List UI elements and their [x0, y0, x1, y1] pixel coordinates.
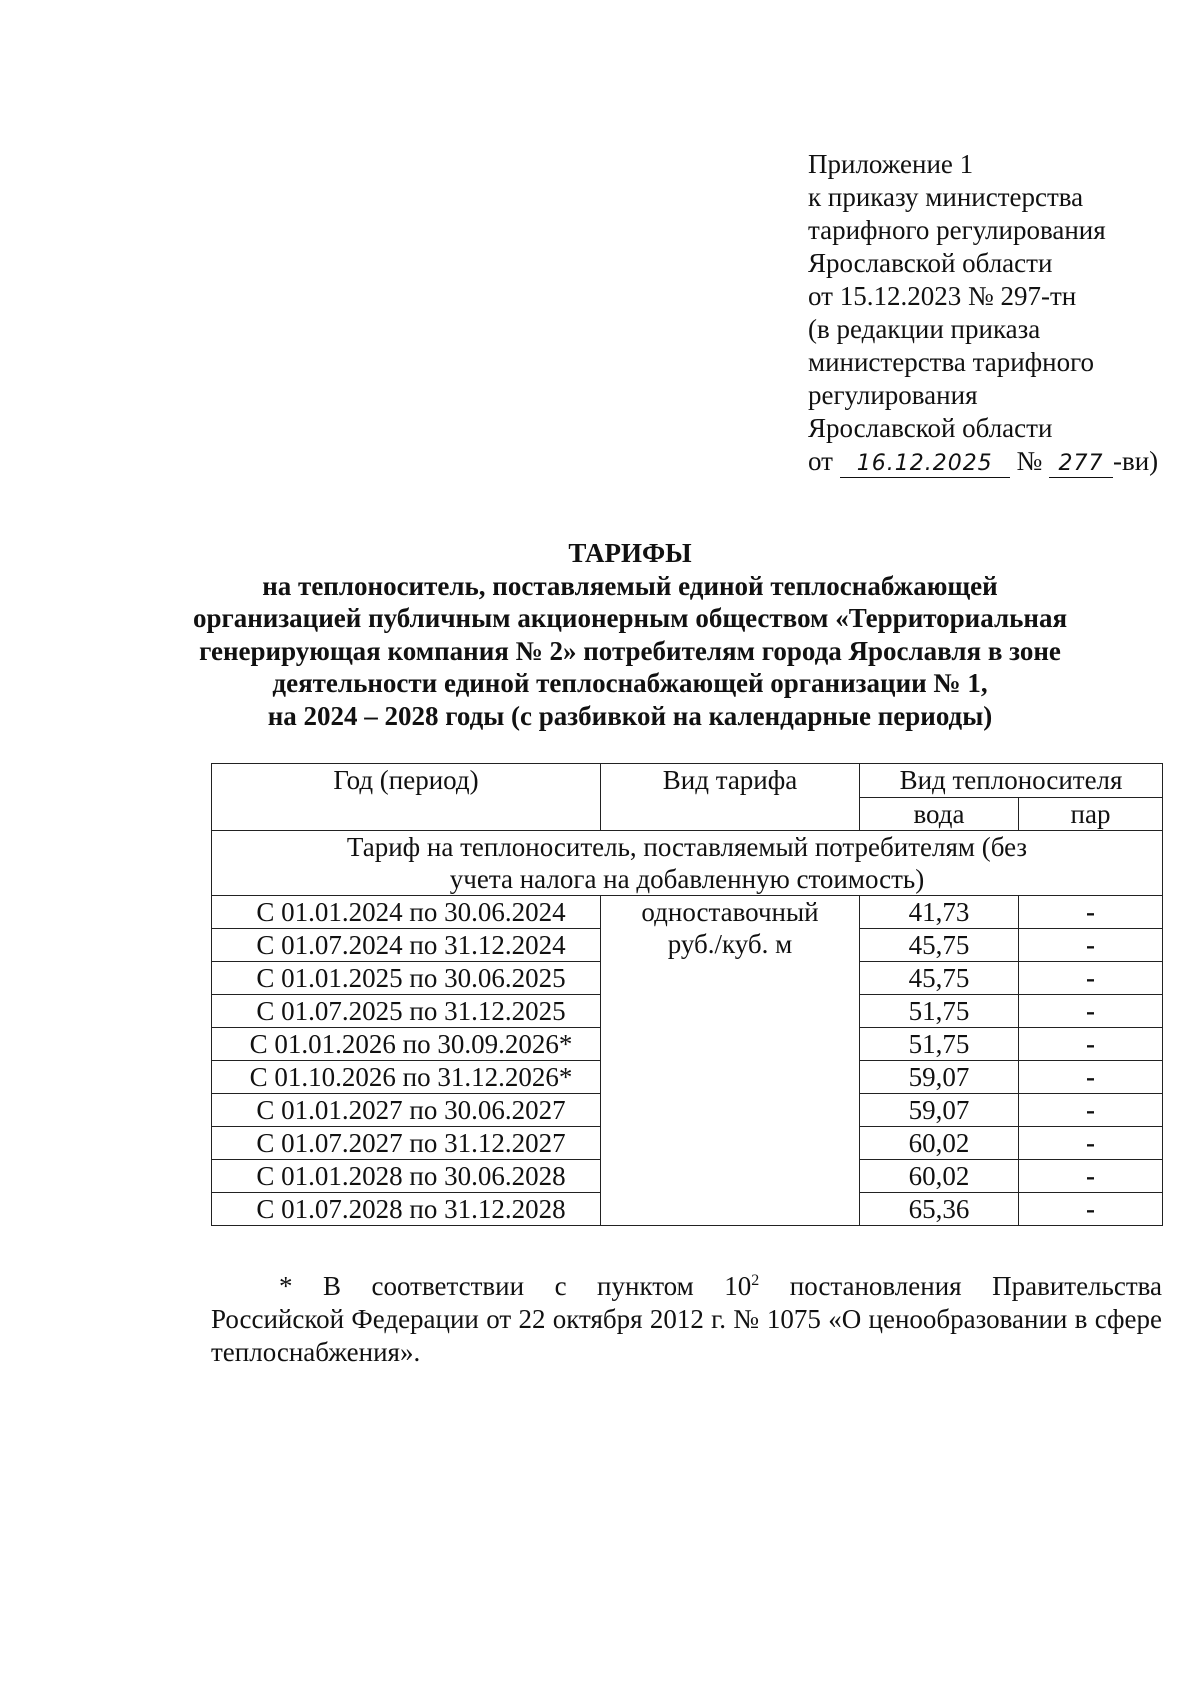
- appendix-line: Ярославской области: [808, 248, 1053, 278]
- steam-cell: -: [1019, 1028, 1163, 1061]
- period-cell: С 01.01.2026 по 30.09.2026*: [212, 1028, 601, 1061]
- water-cell: 59,07: [860, 1061, 1019, 1094]
- tariff-type-cell: [601, 896, 860, 1226]
- footnote: [211, 1270, 1162, 1369]
- period-cell: С 01.01.2025 по 30.06.2025: [212, 962, 601, 995]
- water-cell: 60,02: [860, 1160, 1019, 1193]
- appendix-from-label: от: [808, 446, 833, 476]
- appendix-line: Приложение 1: [808, 149, 974, 179]
- title-line: на теплоноситель, поставляемый единой теплоснабжающей: [262, 570, 998, 601]
- header-period: Год (период): [212, 764, 601, 831]
- period-cell: С 01.07.2028 по 31.12.2028: [212, 1193, 601, 1226]
- period-cell: С 01.10.2026 по 31.12.2026*: [212, 1061, 601, 1094]
- footnote-first-line: [211, 1270, 1162, 1303]
- section-title: Тариф на теплоноситель, поставляемый потребителям (без учета налога на добавленную стоимость): [212, 831, 1163, 896]
- tariff-type-line: одноставочный: [641, 897, 819, 927]
- header-water: вода: [860, 797, 1019, 831]
- water-cell: 41,73: [860, 896, 1019, 929]
- period-cell: С 01.01.2028 по 30.06.2028: [212, 1160, 601, 1193]
- table-row: [212, 896, 1163, 929]
- appendix-line: к приказу министерства: [808, 182, 1084, 212]
- period-cell: С 01.01.2024 по 30.06.2024: [212, 896, 601, 929]
- water-cell: 51,75: [860, 995, 1019, 1028]
- steam-cell: -: [1019, 896, 1163, 929]
- footnote-superscript: 2: [751, 1272, 760, 1289]
- steam-cell: -: [1019, 1160, 1163, 1193]
- title-line: генерирующая компания № 2» потребителям города Ярославля в зоне: [199, 635, 1061, 666]
- footnote-text-start: * В соответствии с пунктом 10: [279, 1271, 752, 1301]
- period-cell: С 01.07.2025 по 31.12.2025: [212, 995, 601, 1028]
- steam-cell: -: [1019, 1127, 1163, 1160]
- period-cell: С 01.07.2024 по 31.12.2024: [212, 929, 601, 962]
- appendix-line: регулирования: [808, 380, 978, 410]
- water-cell: 59,07: [860, 1094, 1019, 1127]
- handwritten-date: 16.12.2025: [840, 451, 1010, 478]
- header-tariff-type: Вид тарифа: [601, 764, 860, 831]
- period-cell: С 01.01.2027 по 30.06.2027: [212, 1094, 601, 1127]
- appendix-line: министерства тарифного: [808, 347, 1095, 377]
- steam-cell: -: [1019, 1193, 1163, 1226]
- appendix-suffix: -ви): [1112, 446, 1159, 476]
- header-carrier: Вид теплоносителя: [860, 764, 1163, 798]
- title-line: на 2024 – 2028 годы (с разбивкой на календарные периоды): [267, 700, 993, 731]
- water-cell: 45,75: [860, 929, 1019, 962]
- water-cell: 45,75: [860, 962, 1019, 995]
- header-steam: пар: [1019, 797, 1163, 831]
- tariff-unit-line: руб./куб. м: [667, 929, 793, 959]
- steam-cell: -: [1019, 1094, 1163, 1127]
- appendix-line: (в редакции приказа: [808, 314, 1041, 344]
- period-cell: С 01.07.2027 по 31.12.2027: [212, 1127, 601, 1160]
- handwritten-number: 277: [1049, 451, 1113, 478]
- appendix-line: от 15.12.2023 № 297-тн: [808, 281, 1077, 311]
- water-cell: 65,36: [860, 1193, 1019, 1226]
- water-cell: 60,02: [860, 1127, 1019, 1160]
- title-heading: ТАРИФЫ: [568, 538, 692, 568]
- appendix-amendment-line: [808, 445, 1188, 478]
- number-sign: №: [1016, 446, 1043, 476]
- footnote-rest: Российской Федерации от 22 октября 2012 г. № 1075 «О ценообразовании в сфере теплоснабжения».: [211, 1304, 1162, 1367]
- water-cell: 51,75: [860, 1028, 1019, 1061]
- document-title: [180, 537, 1080, 732]
- footnote-text-end: постановления Правительства: [759, 1271, 1162, 1301]
- steam-cell: -: [1019, 1061, 1163, 1094]
- appendix-line: Ярославской области: [808, 413, 1053, 443]
- table-header-row: [212, 764, 1163, 798]
- table-section-row: [212, 831, 1163, 896]
- title-line: деятельности единой теплоснабжающей организации № 1,: [272, 668, 988, 698]
- steam-cell: -: [1019, 962, 1163, 995]
- title-line: организацией публичным акционерным обществом «Территориальная: [192, 603, 1068, 633]
- appendix-line: тарифного регулирования: [808, 215, 1106, 245]
- steam-cell: -: [1019, 929, 1163, 962]
- steam-cell: -: [1019, 995, 1163, 1028]
- tariff-table: [211, 763, 1163, 1226]
- appendix-block: [808, 148, 1188, 478]
